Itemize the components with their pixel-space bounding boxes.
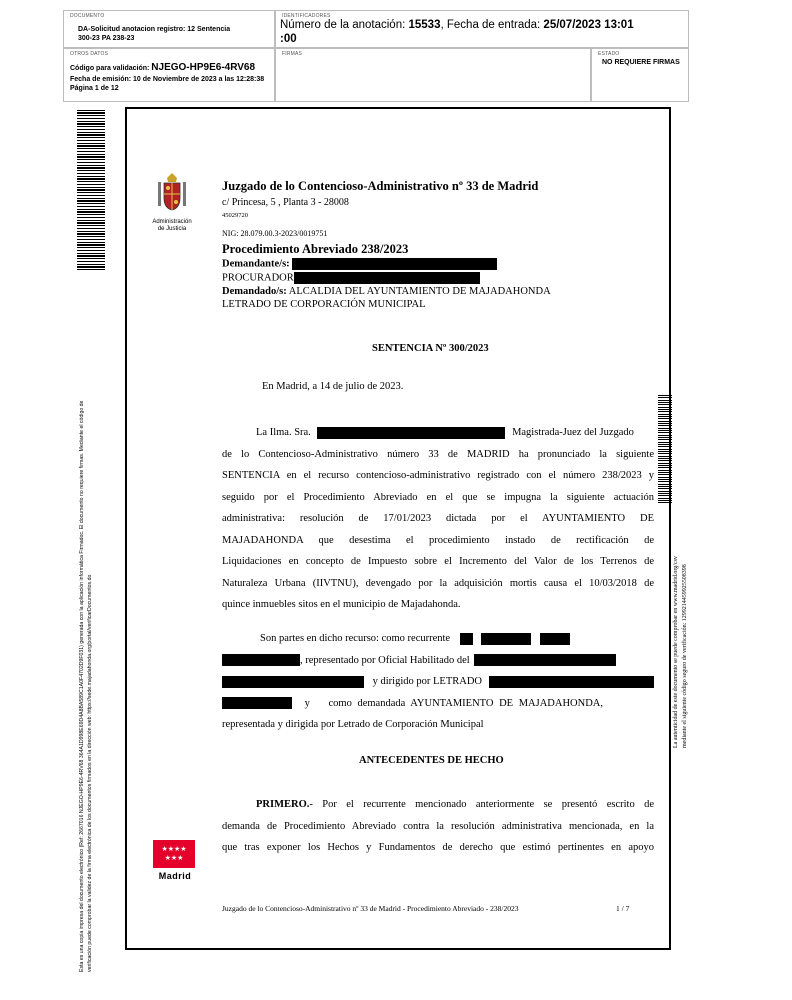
demandado-value: ALCALDIA DEL AYUNTAMIENTO DE MAJADAHONDA [286, 286, 551, 297]
p2-line1 [222, 628, 654, 650]
redacted-block [222, 654, 300, 666]
justicia-line2: de Justicia [157, 226, 187, 232]
estado-box [591, 48, 689, 102]
documento-box [63, 10, 275, 48]
documento-value: DA-Solicitud anotacion registro: 12 Sentencia 300-23 PA 238-23 [78, 26, 231, 42]
redacted-block [489, 676, 654, 688]
p2-line1-text: Son partes en dicho recurso: como recurrente [260, 633, 451, 644]
sidebar-line2: verificación puede comprobar la validez de la firma electrónica de los documentos firmados en la dirección web: https://sede.majadahonda.org/portal/verificarDocumentos.do [87, 574, 93, 972]
nig: NIG: 28.079.00.3-2023/0019751 [222, 229, 328, 238]
p1-line1b: Magistrada-Juez del Juzgado [512, 427, 634, 438]
p2-line2 [222, 650, 654, 672]
demandado-label: Demandado/s: [222, 286, 287, 297]
sidebar-verification-text [78, 401, 94, 972]
procedure-title: Procedimiento Abreviado 238/2023 [222, 242, 409, 256]
firmas-box [275, 48, 591, 102]
fecha-prefix: , Fecha de entrada: [440, 19, 544, 31]
p2-line5: representada y dirigida por Letrado de Corporación Municipal [222, 719, 484, 730]
csv-line1: La autenticidad de este documento se puede comprobar en www.madrid.org/csv [673, 556, 679, 748]
p2-line2-text: , representado por Oficial Habilitado del [300, 654, 470, 666]
place-date: En Madrid, a 14 de julio de 2023. [262, 381, 404, 392]
paragraph-3 [222, 794, 654, 859]
anotacion-number: 15533 [408, 19, 441, 31]
anotacion-prefix: Número de la anotación: [280, 19, 409, 31]
paragraph-2 [222, 628, 654, 736]
paragraph-1 [222, 422, 654, 616]
p1-line: de lo Contencioso-Administrativo número 33 de MADRID ha pronunciado la siguiente [222, 448, 654, 460]
p1-line: seguido por el Procedimiento Abreviado en el que se impugna la siguiente actuación [222, 491, 654, 503]
demandante-row [222, 258, 497, 270]
documento-label: DOCUMENTO [70, 13, 105, 19]
demandado-row [222, 286, 551, 297]
redacted-block [222, 697, 292, 709]
p1-line: quince inmuebles sitos en el municipio de Majadahonda. [222, 599, 461, 610]
anotacion-text [280, 18, 634, 46]
court-name: Juzgado de lo Contencioso-Administrativo nº 33 de Madrid [222, 179, 539, 193]
codigo-value: NJEGO-HP9E6-4RV68 [151, 62, 256, 73]
otros-datos-box [63, 48, 275, 102]
antecedentes-title: ANTECEDENTES DE HECHO [359, 755, 504, 766]
redacted-block [474, 654, 616, 666]
p2-line4b: como demandada AYUNTAMIENTO DE MAJADAHONDA, [328, 697, 604, 709]
redacted-block [540, 633, 570, 645]
fecha-emision: Fecha de emisión: 10 de Noviembre de 2023 a las 12:28:38 [70, 76, 265, 83]
justicia-line1: Administración [152, 219, 192, 225]
vertical-barcode [77, 110, 105, 270]
p2-line4 [222, 693, 654, 715]
letrado-row: LETRADO DE CORPORACIÓN MUNICIPAL [222, 299, 426, 310]
p2-line3 [222, 671, 654, 693]
page-number: 1 / 7 [616, 904, 630, 913]
pagina: Página 1 de 12 [70, 85, 119, 92]
redacted-block [460, 633, 473, 645]
p2-line4a: y [304, 697, 310, 709]
codigo-prefix: Código para validación: [70, 65, 152, 72]
firmas-label: FIRMAS [282, 51, 303, 57]
redacted-block [294, 272, 480, 284]
p1-line: administrativa: resolución de 17/01/2023 dictada por el AYUNTAMIENTO DE [222, 513, 654, 524]
fecha-value: 25/07/2023 13:01 [543, 19, 634, 31]
court-code: 45029720 [222, 212, 248, 219]
sidebar-line1: Esta es una copia impresa del documento electrónico (Ref: 2667016 NJEGO-HP9E6-4RV68 364A1D998E69D4A8BA589C1A0F4702D9F031) generada con la aplicación informática Firmadoc. El documento no requiere firmas. Mediante el código de [79, 400, 85, 972]
identificadores-box [275, 10, 689, 48]
madrid-label: Madrid [158, 871, 192, 881]
madrid-flag-icon [153, 840, 195, 868]
p1-line1 [222, 422, 654, 444]
p2-line3-text: y dirigido por LETRADO [372, 676, 482, 687]
madrid-logo [153, 840, 197, 881]
p1-line: Naturaleza Urbana (IIVTNU), devengado por la adquisición mortis causa el 10/03/2018 de [222, 577, 654, 589]
procurador-row [222, 272, 480, 284]
redacted-block [292, 258, 497, 270]
redacted-block [222, 676, 364, 688]
identificadores-label: IDENTIFICADORES [282, 13, 331, 19]
estado-value: NO REQUIERE FIRMAS [602, 59, 680, 66]
otros-label: OTROS DATOS [70, 51, 109, 57]
primero-label: PRIMERO. [256, 799, 310, 810]
madrid-stars: ★★★★ ★★★ [161, 846, 187, 862]
procurador-label: PROCURADOR [222, 272, 294, 284]
p3-line3: que tras exponer los Hechos y Fundamentos de derecho que estimó pertinentes en apoyo [222, 842, 654, 853]
court-address: c/ Princesa, 5 , Planta 3 - 28008 [222, 197, 349, 208]
fecha-cont: :00 [280, 33, 297, 45]
redacted-block [481, 633, 531, 645]
csv-line2: mediante el siguiente código seguro de verificación: 1299214459925508398 [682, 564, 688, 748]
p1-line: SENTENCIA en el recurso contencioso-administrativo registrado con el número 238/2023 y [222, 470, 654, 481]
sentencia-title: SENTENCIA Nº 300/2023 [372, 343, 489, 354]
codigo-validacion [70, 62, 255, 73]
p3-line1-text: - Por el recurrente mencionado anteriormente se presentó escrito de [309, 799, 654, 810]
coat-of-arms-icon [155, 172, 189, 214]
p1-line1a: La Ilma. Sra. [256, 427, 311, 438]
p1-line: Liquidaciones en concepto de Impuesto sobre el Incremento del Valor de los Terrenos de [222, 556, 654, 567]
p1-line: MAJADAHONDA que desestima el procedimiento instado de rectificación de [222, 534, 654, 546]
p3-line1 [222, 794, 654, 816]
page-footer: Juzgado de lo Contencioso-Administrativo nº 33 de Madrid - Procedimiento Abreviado - 238/2023 [222, 904, 519, 913]
p3-line2: demanda de Procedimiento Abreviado contra la resolución administrativa mencionada, en la [222, 820, 654, 832]
csv-text [672, 556, 690, 748]
demandante-label: Demandante/s: [222, 258, 290, 270]
justicia-logo [147, 172, 197, 233]
estado-label: ESTADO [598, 51, 620, 57]
redacted-block [317, 427, 505, 439]
